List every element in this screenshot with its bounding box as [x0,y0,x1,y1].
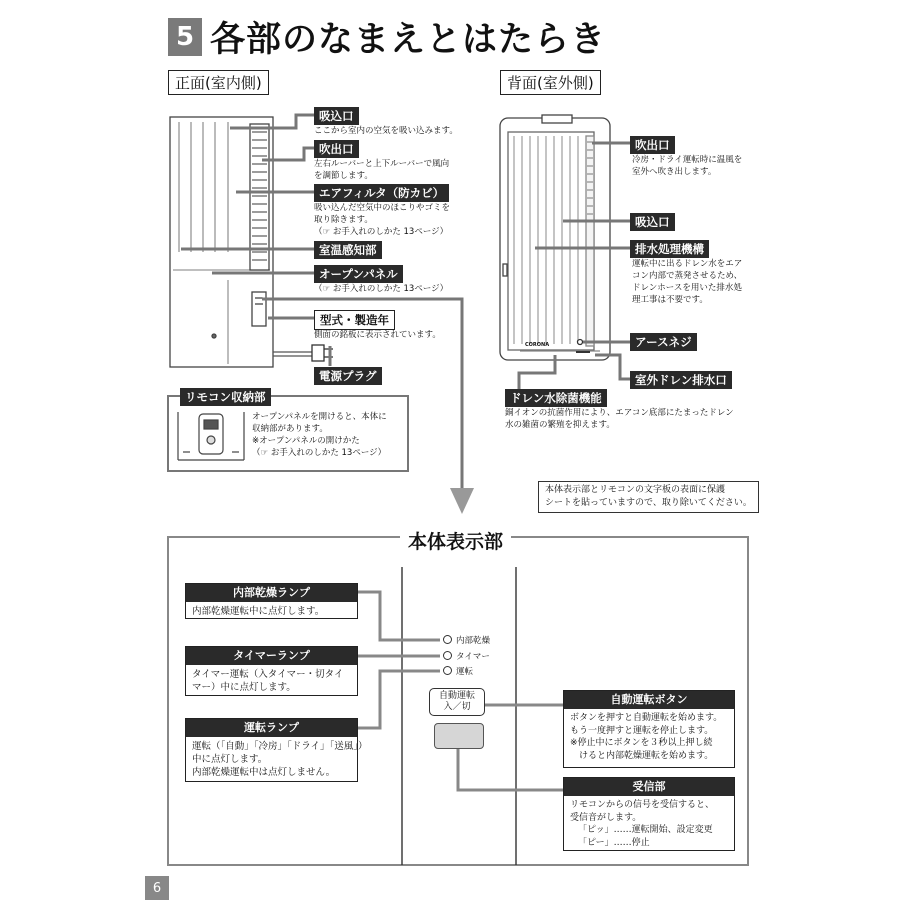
back-view-label: 背面(室外側) [500,70,601,95]
open-panel-label: オープンパネル [314,265,403,283]
front-view-label: 正面(室内側) [168,70,269,95]
back-unit-illustration [500,115,610,360]
operation-lamp [443,666,452,675]
auto-button-box: 自動運転ボタン ボタンを押すと自動運転を始めます。 もう一度押すと運転を停止します。 ※停止中にボタンを３秒以上押し続 けると内部乾燥運転を始めます。 [563,690,735,768]
outdoor-drain-label: 室外ドレン排水口 [630,371,732,389]
front-outlet-label: 吹出口 [314,140,359,158]
front-intake-desc: ここから室内の空気を吸い込みます。 [314,126,458,136]
display-panel-title: 本体表示部 [400,527,511,554]
operation-lamp-label: 運転 [456,667,474,677]
room-temp-sensor-label: 室温感知部 [314,241,382,259]
protective-sheet-note: 本体表示部とリモコンの文字板の表面に保護 シートを貼っていますので、取り除いてください。 [538,481,759,513]
signal-receiver [434,723,484,749]
receiver-box: 受信部 リモコンからの信号を受信すると、 受信音がします。 「ピッ」……運転開始、設定変更 「ピー」……停止 [563,777,735,851]
open-panel-desc: （☞ お手入れのしかた 13ページ） [314,284,449,294]
drain-mechanism-label: 排水処理機構 [630,240,709,258]
model-year-desc: 側面の銘板に表示されています。 [314,330,441,340]
operation-lamp-box: 運転ランプ 運転（「自動」「冷房」「ドライ」「送風」） 中に点灯します。 内部乾燥運転中は点灯しません。 [185,718,358,782]
front-outlet-desc: 左右ルーバーと上下ルーバーで風向 を調節します。 [314,159,450,181]
remote-storage-desc: オープンパネルを開けると、本体に 収納部があります。 ※オープンパネルの開けかた （☞ お手入れのしかた 13ページ） [252,412,387,458]
drain-sterilize-label: ドレン水除菌機能 [505,389,607,407]
arrow-to-display-panel [450,488,474,514]
auto-operation-button[interactable]: 自動運転 入／切 [429,688,485,716]
timer-lamp-box: タイマーランプ タイマー運転（入タイマー・切タイ マー）中に点灯します。 [185,646,358,696]
page-number: 6 [145,876,169,900]
air-filter-desc: 吸い込んだ空気中のほこりやゴミを 取り除きます。 （☞ お手入れのしかた 13ページ） [314,203,451,237]
back-intake-label: 吸込口 [630,213,675,231]
power-plug-label: 電源プラグ [314,367,382,385]
timer-lamp-label: タイマー [456,652,490,662]
model-year-label: 型式・製造年 [314,310,395,330]
drying-lamp-box: 内部乾燥ランプ 内部乾燥運転中に点灯します。 [185,583,358,619]
back-outlet-desc: 冷房・ドライ運転時に温風を 室外へ吹き出します。 [632,155,743,177]
air-filter-label: エアフィルタ（防カビ） [314,184,449,202]
back-outlet-label: 吹出口 [630,136,675,154]
earth-screw-label: アースネジ [630,333,697,351]
brand-logo: CORONA [525,342,550,348]
page-title: 各部のなまえとはたらき [210,20,607,60]
drain-mechanism-desc: 運転中に出るドレン水をエア コン内部で蒸発させるため、 ドレンホースを用いた排水処 理工事は不要です。 [632,259,743,305]
drain-sterilize-desc: 銅イオンの抗菌作用により、エアコン底部にたまったドレン 水の雑菌の繁殖を抑えます。 [505,408,734,430]
remote-storage-label: リモコン収納部 [180,388,271,406]
drying-lamp [443,635,452,644]
timer-lamp [443,651,452,660]
front-intake-label: 吸込口 [314,107,359,125]
drying-lamp-label: 内部乾燥 [456,636,491,646]
front-unit-illustration [170,117,333,367]
section-number: 5 [168,18,202,56]
